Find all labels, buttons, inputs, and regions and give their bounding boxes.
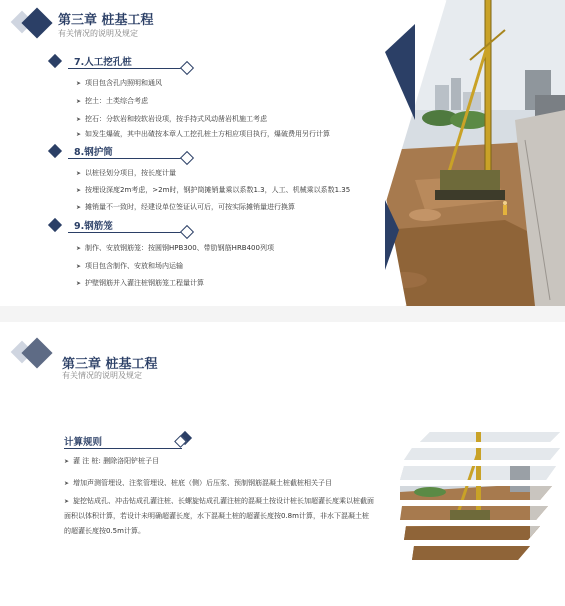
section-underline [68, 68, 186, 69]
list-item: ➤ 项目包含孔内照明和通风 [76, 79, 163, 87]
chapter-title: 第三章 桩基工程 [62, 357, 158, 372]
section-title: 7.人工挖孔桩 [74, 57, 132, 68]
arrow-icon: ➤ [76, 187, 82, 194]
arrow-icon: ➤ [76, 80, 82, 87]
arrow-icon: ➤ [76, 98, 82, 105]
calc-paragraph [64, 494, 404, 539]
accent-triangle [385, 24, 415, 120]
list-item: ➤ 挖石：分软岩和较软岩设项，按手持式风动凿岩机施工考虑 [76, 115, 268, 123]
calc-rules-title: 计算规则 [64, 437, 103, 448]
list-item: ➤ 以桩径划分项目，按长度计量 [76, 169, 177, 177]
diamond-icon [48, 218, 62, 232]
slide-separator [0, 306, 565, 322]
list-item: ➤ 按埋设深度2m考虑，>2m时，钢护筒摊销量乘以系数1.3，人工、机械乘以系数1.35 [76, 186, 351, 194]
list-item: ➤ 灌 注 桩: 删除洛阳铲桩子目 [64, 457, 160, 465]
list-item: ➤ 增加声测管埋设、注浆管埋设、桩底（侧）后压浆、预制钢筋混凝土桩截桩相关子目 [64, 479, 333, 487]
section-underline [68, 232, 186, 233]
arrow-icon: ➤ [76, 131, 82, 138]
construction-site-photo [385, 0, 565, 306]
slide-2 [0, 322, 565, 606]
diamond-icon [48, 54, 62, 68]
chapter-subtitle: 有关情况的说明及规定 [58, 29, 138, 38]
diamond-outline-icon [180, 225, 194, 239]
section-heading-7 [50, 54, 210, 70]
list-item: ➤ 如发生爆破，其中出碴按本章人工挖孔桩土方相应项目执行，爆破费用另行计算 [76, 130, 331, 138]
section-title: 9.钢筋笼 [74, 221, 113, 232]
chapter-logo [14, 338, 54, 372]
section-underline [64, 448, 182, 449]
arrow-icon: ➤ [76, 170, 82, 177]
arrow-icon: ➤ [64, 458, 70, 465]
section-underline [68, 158, 186, 159]
arrow-icon: ➤ [76, 204, 82, 211]
diamond-icon [48, 144, 62, 158]
chapter-logo [14, 8, 54, 42]
section-title: 8.钢护筒 [74, 147, 113, 158]
arrow-icon: ➤ [76, 116, 82, 123]
list-item: ➤ 摊销量不一致时，经建设单位签证认可后，可按实际摊销量进行换算 [76, 203, 296, 211]
arrow-icon: ➤ [76, 280, 82, 287]
paragraph-line: 的超灌长度按0.5m计算。 [64, 527, 145, 535]
chapter-subtitle: 有关情况的说明及规定 [62, 371, 142, 380]
list-item: ➤ 挖土：土类综合考虑 [76, 97, 149, 105]
list-item: ➤ 项目包含制作、安放和场内运输 [76, 262, 184, 270]
paragraph-line: 面积以体积计算，若设计未明确超灌长度，水下混凝土桩的超灌长度按0.8m计算，非水下混凝土桩 [64, 512, 369, 520]
chapter-title: 第三章 桩基工程 [58, 13, 154, 28]
section-heading-8 [50, 144, 210, 160]
arrow-icon: ➤ [76, 245, 82, 252]
list-item: ➤ 制作、安放钢筋笼：按圆钢HPB300、带肋钢筋HRB400列项 [76, 244, 274, 252]
section-heading-9 [50, 218, 210, 234]
arrow-icon: ➤ [64, 498, 70, 505]
diamond-outline-icon [180, 151, 194, 165]
construction-photo-strips [400, 432, 560, 562]
diamond-outline-icon [180, 61, 194, 75]
arrow-icon: ➤ [64, 480, 70, 487]
paragraph-line: ➤ 旋挖钻成孔、冲击钻成孔灌注桩、长螺旋钻成孔灌注桩的混凝土按设计桩长加超灌长度乘以桩截面 [64, 497, 375, 505]
arrow-icon: ➤ [76, 263, 82, 270]
list-item: ➤ 护壁钢筋并入灌注桩钢筋笼工程量计算 [76, 279, 205, 287]
